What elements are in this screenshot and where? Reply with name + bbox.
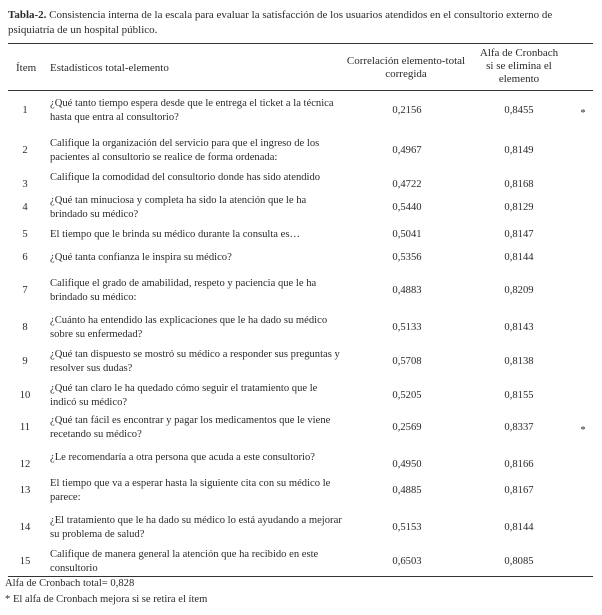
corrected-item-total-correlation: 0,2569 bbox=[392, 422, 422, 433]
item-number: 14 bbox=[19, 522, 31, 533]
corrected-item-total-correlation: 0,5708 bbox=[392, 356, 422, 367]
item-question: ¿Qué tan claro le ha quedado cómo seguir el tratamiento que le indicó su médico? bbox=[50, 383, 318, 408]
header-rule bbox=[8, 90, 593, 91]
alpha-if-deleted: 0,8144 bbox=[504, 522, 534, 533]
corrected-item-total-correlation: 0,5041 bbox=[392, 229, 422, 240]
top-rule bbox=[8, 43, 593, 44]
item-number: 2 bbox=[22, 145, 28, 156]
item-question: Califique la organización del servicio para que el ingreso de los pacientes al consultorio se realice de forma ordenada: bbox=[50, 138, 320, 163]
item-number: 1 bbox=[22, 105, 28, 116]
item-question: ¿Qué tan minuciosa y completa ha sido la atención que le ha brindado su médico? bbox=[50, 195, 307, 220]
item-question: El tiempo que va a esperar hasta la siguiente cita con su médico le parece: bbox=[50, 478, 331, 503]
alpha-if-deleted: 0,8167 bbox=[504, 485, 534, 496]
item-question: ¿Qué tanto tiempo espera desde que le entrega el ticket a la técnica hasta que entra al consultorio? bbox=[50, 98, 334, 123]
improvement-marker: * bbox=[580, 108, 586, 119]
alpha-if-deleted: 0,8143 bbox=[504, 322, 534, 333]
table-caption-text: Consistencia interna de la escala para evaluar la satisfacción de los usuarios atendidos en el consultorio externo de psiquiatría de un hospital público. bbox=[8, 9, 553, 36]
item-number: 4 bbox=[22, 202, 28, 213]
header-correlation-line2: corregida bbox=[385, 68, 427, 80]
corrected-item-total-correlation: 0,5356 bbox=[392, 252, 422, 263]
corrected-item-total-correlation: 0,4883 bbox=[392, 285, 422, 296]
corrected-item-total-correlation: 0,4967 bbox=[392, 145, 422, 156]
item-number: 8 bbox=[22, 322, 28, 333]
corrected-item-total-correlation: 0,6503 bbox=[392, 556, 422, 567]
header-correlation-line1: Correlación elemento-total bbox=[346, 55, 466, 67]
header-alfa-line2: si se elimina el bbox=[486, 60, 552, 72]
alpha-if-deleted: 0,8138 bbox=[504, 356, 534, 367]
header-statistics: Estadísticos total-elemento bbox=[50, 62, 169, 74]
item-question: ¿Qué tan dispuesto se mostró su médico a responder sus preguntas y resolver sus dudas? bbox=[50, 349, 340, 374]
alpha-if-deleted: 0,8085 bbox=[504, 556, 534, 567]
header-alfa bbox=[470, 47, 568, 86]
item-question: El tiempo que le brinda su médico durante la consulta es… bbox=[50, 229, 301, 240]
alpha-if-deleted: 0,8455 bbox=[504, 105, 534, 116]
corrected-item-total-correlation: 0,4950 bbox=[392, 459, 422, 470]
alpha-if-deleted: 0,8149 bbox=[504, 145, 534, 156]
footnote-total-alpha: Alfa de Cronbach total= 0,828 bbox=[5, 578, 135, 589]
header-correlation bbox=[344, 55, 468, 81]
item-question: ¿Qué tan fácil es encontrar y pagar los medicamentos que le viene recetando su médico? bbox=[50, 415, 331, 440]
alpha-if-deleted: 0,8144 bbox=[504, 252, 534, 263]
alpha-if-deleted: 0,8168 bbox=[504, 179, 534, 190]
item-number: 13 bbox=[19, 485, 31, 496]
corrected-item-total-correlation: 0,5153 bbox=[392, 522, 422, 533]
footnote-asterisk: * El alfa de Cronbach mejora si se retira el ítem bbox=[5, 594, 208, 605]
item-question: ¿Le recomendaría a otra persona que acuda a este consultorio? bbox=[50, 452, 316, 463]
item-number: 10 bbox=[19, 390, 31, 401]
item-number: 11 bbox=[19, 422, 31, 433]
item-question: Califique de manera general la atención que ha recibido en este consultorio bbox=[50, 549, 319, 574]
corrected-item-total-correlation: 0,4722 bbox=[392, 179, 422, 190]
item-number: 5 bbox=[22, 229, 28, 240]
corrected-item-total-correlation: 0,5205 bbox=[392, 390, 422, 401]
alpha-if-deleted: 0,8166 bbox=[504, 459, 534, 470]
improvement-marker: * bbox=[580, 425, 586, 436]
header-item: Ítem bbox=[16, 62, 37, 74]
corrected-item-total-correlation: 0,4885 bbox=[392, 485, 422, 496]
header-alfa-line1: Alfa de Cronbach bbox=[479, 47, 559, 59]
item-question: Califique la comodidad del consultorio donde has sido atendido bbox=[50, 172, 321, 183]
corrected-item-total-correlation: 0,5440 bbox=[392, 202, 422, 213]
alpha-if-deleted: 0,8129 bbox=[504, 202, 534, 213]
table-caption-label: Tabla-2. bbox=[8, 9, 47, 21]
item-question: ¿Qué tanta confianza le inspira su médico? bbox=[50, 252, 232, 263]
item-number: 12 bbox=[19, 459, 31, 470]
item-question: ¿Cuánto ha entendido las explicaciones que le ha dado su médico sobre su enfermedad? bbox=[50, 315, 328, 340]
corrected-item-total-correlation: 0,2156 bbox=[392, 105, 422, 116]
item-number: 15 bbox=[19, 556, 31, 567]
item-number: 6 bbox=[22, 252, 28, 263]
item-question: Califique el grado de amabilidad, respeto y paciencia que le ha brindado su médico: bbox=[50, 278, 317, 303]
header-alfa-line3: elemento bbox=[498, 73, 540, 85]
alpha-if-deleted: 0,8209 bbox=[504, 285, 534, 296]
corrected-item-total-correlation: 0,5133 bbox=[392, 322, 422, 333]
item-number: 7 bbox=[22, 285, 28, 296]
alpha-if-deleted: 0,8155 bbox=[504, 390, 534, 401]
item-number: 9 bbox=[22, 356, 28, 367]
item-question: ¿El tratamiento que le ha dado su médico lo está ayudando a mejorar su problema de salud? bbox=[50, 515, 342, 540]
alpha-if-deleted: 0,8337 bbox=[504, 422, 534, 433]
table-caption bbox=[8, 8, 588, 38]
alpha-if-deleted: 0,8147 bbox=[504, 229, 534, 240]
item-number: 3 bbox=[22, 179, 28, 190]
